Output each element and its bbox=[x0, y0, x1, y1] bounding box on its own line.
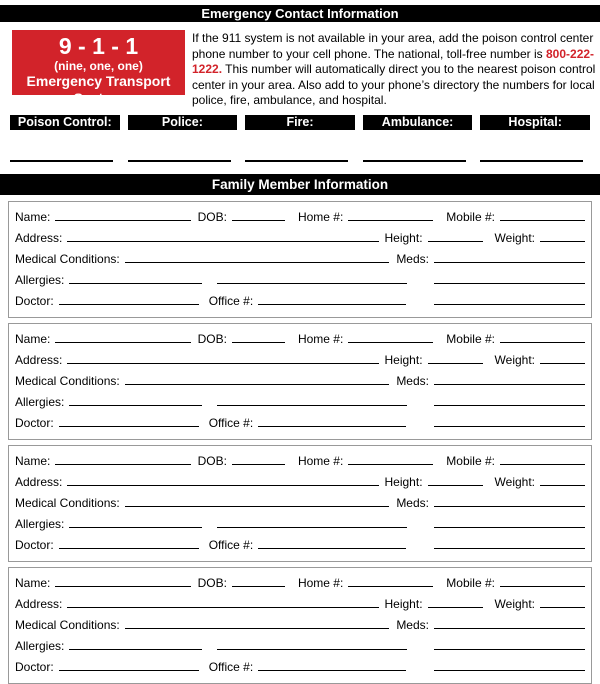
family-member-block bbox=[8, 201, 592, 318]
allergies-label: Allergies: bbox=[15, 394, 65, 409]
member-row-medical bbox=[15, 248, 585, 269]
member-row-medical bbox=[15, 614, 585, 635]
height-write-line[interactable] bbox=[428, 471, 483, 486]
allergies-label: Allergies: bbox=[15, 638, 65, 653]
family-member-block bbox=[8, 567, 592, 684]
address-label: Address: bbox=[15, 474, 63, 489]
office-phone-write-line[interactable] bbox=[258, 656, 406, 671]
section-header-emergency-title: Emergency Contact Information bbox=[201, 6, 399, 21]
address-write-line[interactable] bbox=[67, 471, 378, 486]
member-row-allergies bbox=[15, 513, 585, 534]
ambulance-label: Ambulance: bbox=[363, 115, 473, 130]
intro-section bbox=[12, 30, 597, 109]
home-phone-write-line[interactable] bbox=[348, 328, 433, 343]
allergies-write-line[interactable] bbox=[69, 269, 202, 284]
member-row-medical bbox=[15, 370, 585, 391]
meds-extra-write-line-2[interactable] bbox=[434, 534, 585, 549]
height-label: Height: bbox=[384, 596, 423, 611]
medical-conditions-write-line[interactable] bbox=[125, 370, 390, 385]
height-write-line[interactable] bbox=[428, 593, 483, 608]
weight-write-line[interactable] bbox=[540, 471, 585, 486]
member-row-address bbox=[15, 593, 585, 614]
dob-write-line[interactable] bbox=[232, 206, 285, 221]
fire-write-line[interactable] bbox=[245, 160, 348, 162]
mobile-phone-write-line[interactable] bbox=[500, 328, 585, 343]
allergies-extra-write-line[interactable] bbox=[217, 513, 407, 528]
member-row-name bbox=[15, 206, 585, 227]
home-phone-label: Home #: bbox=[297, 209, 344, 224]
poison-control-phone-number: 800-222-1222. bbox=[192, 46, 595, 77]
dob-label: DOB: bbox=[197, 331, 227, 346]
fire-column bbox=[245, 160, 355, 162]
weight-label: Weight: bbox=[494, 352, 535, 367]
family-member-block bbox=[8, 323, 592, 440]
poison-control-column bbox=[10, 160, 120, 162]
family-members-list bbox=[8, 201, 592, 684]
address-label: Address: bbox=[15, 596, 63, 611]
meds-write-line[interactable] bbox=[434, 248, 585, 263]
mobile-phone-label: Mobile #: bbox=[446, 209, 495, 224]
office-phone-label: Office #: bbox=[208, 293, 254, 308]
member-row-allergies bbox=[15, 635, 585, 656]
police-column bbox=[128, 160, 238, 162]
dob-label: DOB: bbox=[197, 575, 227, 590]
section-header-family bbox=[0, 174, 600, 195]
doctor-label: Doctor: bbox=[15, 415, 54, 430]
contact-labels-row bbox=[10, 115, 590, 130]
office-phone-label: Office #: bbox=[208, 537, 254, 552]
911-subtitle: Emergency Transport System bbox=[26, 73, 171, 106]
medical-conditions-label: Medical Conditions: bbox=[15, 373, 120, 388]
weight-label: Weight: bbox=[494, 474, 535, 489]
height-label: Height: bbox=[384, 474, 423, 489]
home-phone-write-line[interactable] bbox=[348, 572, 433, 587]
doctor-label: Doctor: bbox=[15, 659, 54, 674]
meds-label: Meds: bbox=[396, 251, 429, 266]
weight-label: Weight: bbox=[494, 596, 535, 611]
meds-extra-write-line-1[interactable] bbox=[434, 513, 585, 528]
emergency-form-page bbox=[0, 5, 600, 684]
address-write-line[interactable] bbox=[67, 593, 378, 608]
medical-conditions-write-line[interactable] bbox=[125, 248, 390, 263]
height-label: Height: bbox=[384, 352, 423, 367]
mobile-phone-write-line[interactable] bbox=[500, 206, 585, 221]
home-phone-label: Home #: bbox=[297, 331, 344, 346]
doctor-write-line[interactable] bbox=[59, 290, 199, 305]
meds-extra-write-line-2[interactable] bbox=[434, 656, 585, 671]
mobile-phone-label: Mobile #: bbox=[446, 453, 495, 468]
hospital-column bbox=[480, 160, 590, 162]
name-label: Name: bbox=[15, 575, 51, 590]
height-write-line[interactable] bbox=[428, 349, 483, 364]
home-phone-label: Home #: bbox=[297, 575, 344, 590]
allergies-extra-write-line[interactable] bbox=[217, 391, 407, 406]
meds-extra-write-line-2[interactable] bbox=[434, 290, 585, 305]
meds-extra-write-line-2[interactable] bbox=[434, 412, 585, 427]
ambulance-write-line[interactable] bbox=[363, 160, 466, 162]
home-phone-write-line[interactable] bbox=[348, 206, 433, 221]
medical-conditions-write-line[interactable] bbox=[125, 492, 390, 507]
member-row-address bbox=[15, 471, 585, 492]
weight-write-line[interactable] bbox=[540, 227, 585, 242]
dob-label: DOB: bbox=[197, 453, 227, 468]
office-phone-write-line[interactable] bbox=[258, 534, 406, 549]
allergies-label: Allergies: bbox=[15, 272, 65, 287]
doctor-write-line[interactable] bbox=[59, 656, 199, 671]
mobile-phone-write-line[interactable] bbox=[500, 572, 585, 587]
height-label: Height: bbox=[384, 230, 423, 245]
member-row-doctor bbox=[15, 412, 585, 433]
allergies-write-line[interactable] bbox=[69, 513, 202, 528]
name-write-line[interactable] bbox=[55, 328, 190, 343]
dob-write-line[interactable] bbox=[232, 572, 285, 587]
allergies-write-line[interactable] bbox=[69, 391, 202, 406]
mobile-phone-write-line[interactable] bbox=[500, 450, 585, 465]
family-member-block bbox=[8, 445, 592, 562]
meds-write-line[interactable] bbox=[434, 370, 585, 385]
instructions-text-after: This number will automatically direct you to the nearest poison control center in your area. Also add to your phone’s directory the numbers for local police, fire, ambulance, and hospital. bbox=[192, 62, 596, 108]
name-write-line[interactable] bbox=[55, 572, 190, 587]
member-row-name bbox=[15, 328, 585, 349]
medical-conditions-label: Medical Conditions: bbox=[15, 495, 120, 510]
911-words: (nine, one, one) bbox=[54, 59, 143, 73]
hospital-label: Hospital: bbox=[480, 115, 590, 130]
meds-label: Meds: bbox=[396, 617, 429, 632]
weight-label: Weight: bbox=[494, 230, 535, 245]
medical-conditions-label: Medical Conditions: bbox=[15, 617, 120, 632]
911-badge bbox=[12, 30, 185, 106]
address-write-line[interactable] bbox=[67, 349, 378, 364]
medical-conditions-write-line[interactable] bbox=[125, 614, 390, 629]
meds-extra-write-line-1[interactable] bbox=[434, 635, 585, 650]
allergies-extra-write-line[interactable] bbox=[217, 635, 407, 650]
name-label: Name: bbox=[15, 209, 51, 224]
police-label: Police: bbox=[128, 115, 238, 130]
office-phone-label: Office #: bbox=[208, 659, 254, 674]
poison-control-write-line[interactable] bbox=[10, 160, 113, 162]
ambulance-column bbox=[363, 160, 473, 162]
member-row-doctor bbox=[15, 534, 585, 555]
height-write-line[interactable] bbox=[428, 227, 483, 242]
member-row-doctor bbox=[15, 290, 585, 311]
instructions-paragraph bbox=[192, 30, 597, 109]
meds-write-line[interactable] bbox=[434, 492, 585, 507]
allergies-write-line[interactable] bbox=[69, 635, 202, 650]
address-write-line[interactable] bbox=[67, 227, 378, 242]
address-label: Address: bbox=[15, 352, 63, 367]
meds-write-line[interactable] bbox=[434, 614, 585, 629]
allergies-label: Allergies: bbox=[15, 516, 65, 531]
member-row-address bbox=[15, 349, 585, 370]
contact-write-in-row bbox=[10, 160, 590, 162]
office-phone-write-line[interactable] bbox=[258, 290, 406, 305]
instructions-text-before: If the 911 system is not available in your area, add the poison control center phone number to your cell phone. The national, toll-free number is bbox=[192, 31, 594, 61]
meds-extra-write-line-1[interactable] bbox=[434, 391, 585, 406]
poison-control-label: Poison Control: bbox=[10, 115, 120, 130]
name-label: Name: bbox=[15, 331, 51, 346]
doctor-write-line[interactable] bbox=[59, 534, 199, 549]
section-header-emergency bbox=[0, 5, 600, 22]
member-row-name bbox=[15, 450, 585, 471]
mobile-phone-label: Mobile #: bbox=[446, 575, 495, 590]
member-row-medical bbox=[15, 492, 585, 513]
dob-label: DOB: bbox=[197, 209, 227, 224]
dob-write-line[interactable] bbox=[232, 450, 285, 465]
dob-write-line[interactable] bbox=[232, 328, 285, 343]
member-row-address bbox=[15, 227, 585, 248]
weight-write-line[interactable] bbox=[540, 349, 585, 364]
meds-label: Meds: bbox=[396, 373, 429, 388]
member-row-allergies bbox=[15, 391, 585, 412]
member-row-allergies bbox=[15, 269, 585, 290]
medical-conditions-label: Medical Conditions: bbox=[15, 251, 120, 266]
doctor-write-line[interactable] bbox=[59, 412, 199, 427]
meds-extra-write-line-1[interactable] bbox=[434, 269, 585, 284]
name-label: Name: bbox=[15, 453, 51, 468]
meds-label: Meds: bbox=[396, 495, 429, 510]
home-phone-write-line[interactable] bbox=[348, 450, 433, 465]
fire-label: Fire: bbox=[245, 115, 355, 130]
allergies-extra-write-line[interactable] bbox=[217, 269, 407, 284]
section-header-family-title: Family Member Information bbox=[211, 176, 389, 192]
name-write-line[interactable] bbox=[55, 450, 190, 465]
address-label: Address: bbox=[15, 230, 63, 245]
doctor-label: Doctor: bbox=[15, 293, 54, 308]
member-row-doctor bbox=[15, 656, 585, 677]
home-phone-label: Home #: bbox=[297, 453, 344, 468]
hospital-write-line[interactable] bbox=[480, 160, 583, 162]
911-number: 9 - 1 - 1 bbox=[58, 33, 139, 59]
mobile-phone-label: Mobile #: bbox=[446, 331, 495, 346]
doctor-label: Doctor: bbox=[15, 537, 54, 552]
weight-write-line[interactable] bbox=[540, 593, 585, 608]
name-write-line[interactable] bbox=[55, 206, 190, 221]
police-write-line[interactable] bbox=[128, 160, 231, 162]
office-phone-write-line[interactable] bbox=[258, 412, 406, 427]
member-row-name bbox=[15, 572, 585, 593]
office-phone-label: Office #: bbox=[208, 415, 254, 430]
